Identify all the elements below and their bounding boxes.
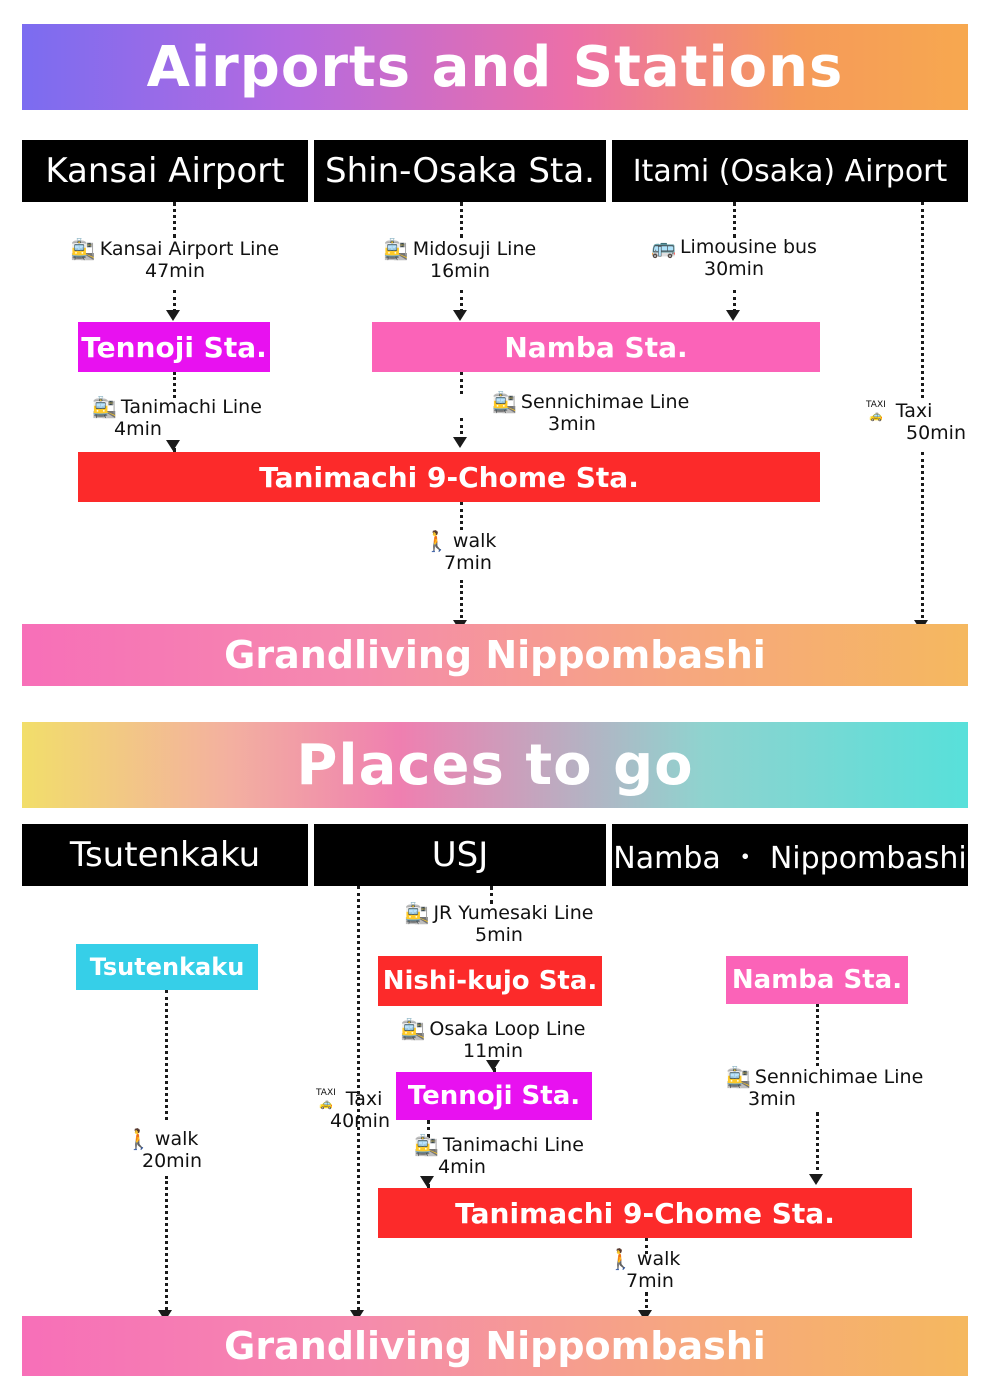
taxi-icon: TAXI 🚕 [316,1088,336,1111]
leg-jr-yumesaki-line: 🚉 JR Yumesaki Line 5min [404,901,594,947]
destination-grandliving-1: Grandliving Nippombashi [22,624,968,686]
train-icon: 🚉 [492,390,517,415]
destination-grandliving-2: Grandliving Nippombashi [22,1316,968,1376]
connector-namba2-down [816,1004,819,1066]
station-box-namba: Namba Sta. [372,322,820,372]
header-itami-airport: Itami (Osaka) Airport [612,140,968,202]
station-box-tsutenkaku: Tsutenkaku [76,944,258,990]
walk-icon: 🚶 [126,1127,151,1152]
connector-tanimachi9-down [460,502,463,530]
train-icon: 🚉 [400,1017,426,1042]
arrow-to-tennoji [166,310,180,321]
train-icon: 🚉 [70,237,96,262]
station-box-namba-2: Namba Sta. [726,956,908,1004]
leg-walk-7min-2: 🚶 walk 7min [608,1247,681,1293]
station-box-tanimachi9-2: Tanimachi 9-Chome Sta. [378,1188,912,1238]
header-shin-osaka: Shin-Osaka Sta. [314,140,606,202]
station-box-nishikujo: Nishi-kujo Sta. [378,956,602,1006]
leg-tanimachi-line-1: 🚉 Tanimachi Line 4min [92,395,262,441]
walk-icon: 🚶 [608,1247,633,1272]
connector-tsutenkaku-down [165,990,168,1120]
arrow-to-tanimachi9-b [453,437,467,448]
leg-walk-20min: 🚶 walk 20min [126,1127,203,1173]
train-icon: 🚉 [383,237,409,262]
section-banner-places: Places to go [22,722,968,808]
connector-kansai-to-leg [173,202,176,238]
connector-itami-to-leg [733,202,736,238]
header-tsutenkaku: Tsutenkaku [22,824,308,886]
leg-osaka-loop-line: 🚉 Osaka Loop Line 11min [400,1017,586,1063]
taxi-icon: TAXI 🚕 [866,400,886,423]
arrow-to-tanimachi9-a [166,440,180,451]
arrow-to-namba-a [453,310,467,321]
train-icon: 🚉 [404,901,430,926]
leg-sennichimae-line-1: 🚉 Sennichimae Line 3min [492,390,690,436]
connector-bus-to-namba [733,290,736,312]
station-box-tennoji: Tennoji Sta. [78,322,270,372]
leg-midosuji-line: 🚉 Midosuji Line 16min [383,237,537,283]
header-kansai-airport: Kansai Airport [22,140,308,202]
train-icon: 🚉 [414,1133,439,1158]
walk-icon: 🚶 [424,529,449,554]
connector-namba2-to-tanimachi9 [816,1112,819,1178]
leg-taxi-usj: TAXI 🚕 Taxi 40min [316,1088,391,1133]
header-namba-nippombashi: Namba ・ Nippombashi [612,824,968,886]
bus-icon: 🚌 [651,235,676,260]
arrow-to-namba-b [726,310,740,321]
connector-kansai-to-tennoji [173,290,176,312]
leg-kansai-airport-line: 🚉 Kansai Airport Line 47min [70,237,280,283]
connector-walk-to-destination [460,580,463,624]
section-banner-airports: Airports and Stations [22,24,968,110]
leg-tanimachi-line-2: 🚉 Tanimachi Line 4min [414,1133,584,1179]
leg-walk-7min-1: 🚶 walk 7min [424,529,497,575]
connector-itami-taxi-bottom [921,452,924,624]
train-icon: 🚉 [92,395,117,420]
arrow-to-tanimachi9-c [420,1176,434,1187]
station-box-tennoji-2: Tennoji Sta. [396,1072,592,1120]
connector-tennoji-down [173,372,176,398]
leg-limousine-bus: 🚌 Limousine bus 30min [651,235,817,281]
arrow-to-tanimachi9-d [809,1174,823,1185]
train-icon: 🚉 [726,1065,751,1090]
connector-itami-taxi-top [921,202,924,398]
connector-midosuji-to-namba [460,290,463,312]
leg-taxi-itami: TAXI 🚕 Taxi 50min [866,400,967,445]
connector-namba-down [460,372,463,394]
connector-shinosaka-to-leg [460,202,463,238]
leg-sennichimae-line-2: 🚉 Sennichimae Line 3min [726,1065,924,1111]
header-usj: USJ [314,824,606,886]
station-box-tanimachi9: Tanimachi 9-Chome Sta. [78,452,820,502]
connector-tsutenkaku-to-destination [165,1176,168,1316]
arrow-to-tennoji-2 [486,1060,500,1071]
